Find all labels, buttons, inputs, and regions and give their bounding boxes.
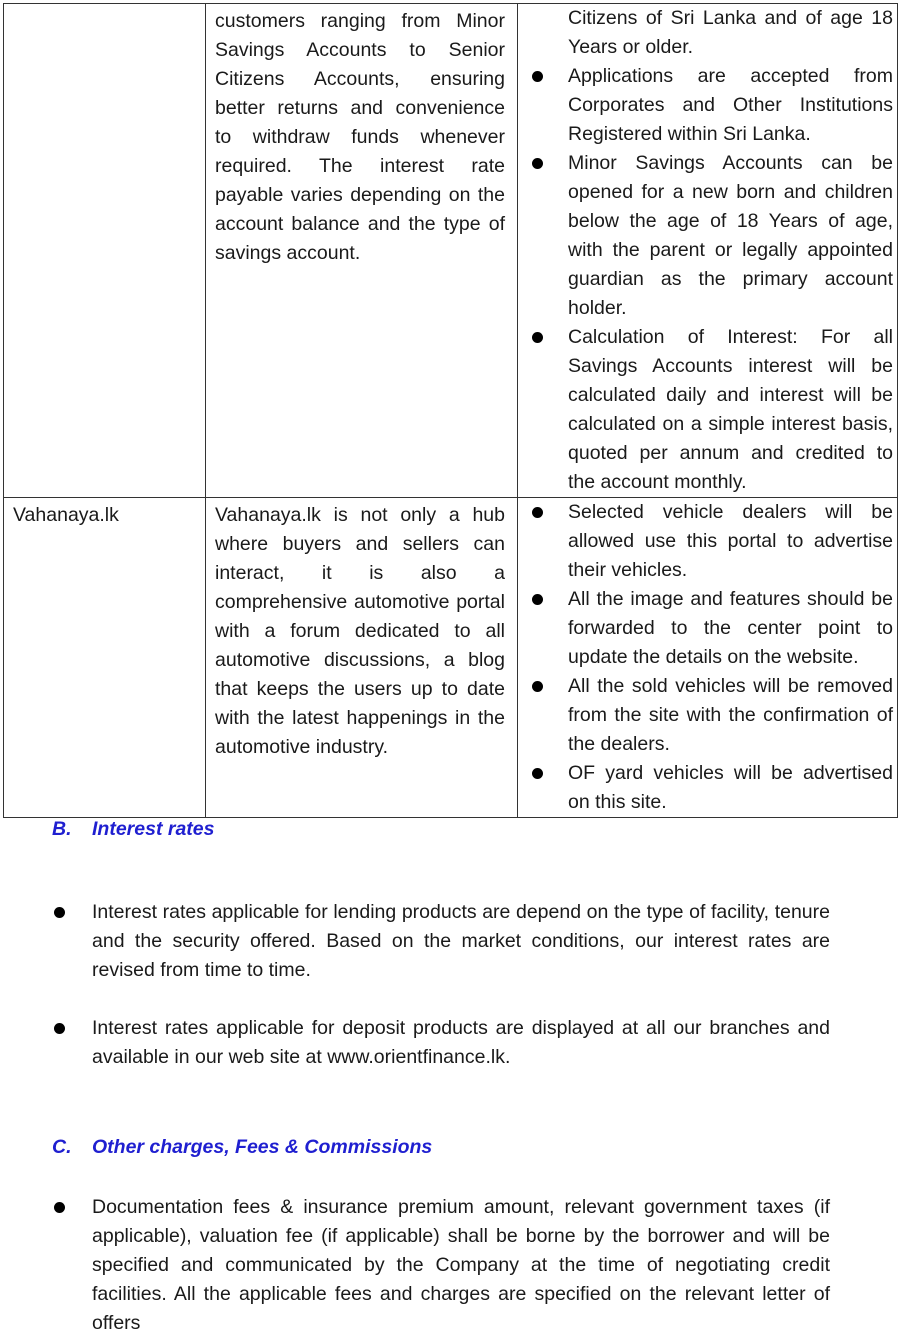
list-item: Interest rates applicable for lending products are depend on the type of facility, tenure and the security offered. Based on the market conditions, our interest rates are revised from time to time. — [52, 898, 830, 985]
section-number: B. — [52, 818, 72, 840]
list-item: All the sold vehicles will be removed from the site with the confirmation of the dealers. — [518, 672, 893, 759]
list-item: Calculation of Interest: For all Savings Accounts interest will be calculated daily and interest will be calculated on a simple interest basis, quoted per annum and credited to the account monthly. — [518, 323, 893, 497]
section-title: Other charges, Fees & Commissions — [92, 1136, 433, 1158]
list-item: Minor Savings Accounts can be opened for a new born and children below the age of 18 Years of age, with the parent or legally appointed guardian as the primary account holder. — [518, 149, 893, 323]
product-name-cell — [4, 498, 206, 818]
list-item: Selected vehicle dealers will be allowed use this portal to advertise their vehicles. — [518, 498, 893, 585]
section-number: C. — [52, 1136, 72, 1158]
product-description-cell — [206, 4, 518, 498]
product-name: Vahanaya.lk — [13, 504, 119, 526]
product-description-cell — [206, 498, 518, 818]
feature-list — [518, 4, 893, 497]
section-c-heading — [52, 1133, 652, 1162]
section-b-list — [52, 898, 830, 1072]
feature-list — [518, 498, 893, 817]
table-row — [4, 498, 898, 818]
product-features-cell — [518, 4, 898, 498]
product-features-cell — [518, 498, 898, 818]
list-item: Interest rates applicable for deposit products are displayed at all our branches and available in our web site at www.orientfinance.lk. — [52, 1014, 830, 1072]
product-description: customers ranging from Minor Savings Accounts to Senior Citizens Accounts, ensuring better returns and convenience to withdraw funds whenever required. The interest rate payable varies depending on the account balance and the type of savings account. — [215, 10, 505, 264]
list-item: OF yard vehicles will be advertised on this site. — [518, 759, 893, 817]
section-b-heading — [52, 815, 652, 844]
product-table — [3, 3, 898, 818]
list-item: All the image and features should be forwarded to the center point to update the details on the website. — [518, 585, 893, 672]
product-name-cell — [4, 4, 206, 498]
section-c-list — [52, 1193, 830, 1338]
section-title: Interest rates — [92, 818, 215, 840]
table-row — [4, 4, 898, 498]
list-item: Citizens of Sri Lanka and of age 18 Years or older. — [568, 7, 893, 58]
list-item: Documentation fees & insurance premium amount, relevant government taxes (if applicable), valuation fee (if applicable) shall be borne by the borrower and will be specified and communicated by the Company at the time of negotiating credit facilities. All the applicable fees and charges are specified on the relevant letter of offers — [52, 1193, 830, 1338]
product-description: Vahanaya.lk is not only a hub where buyers and sellers can interact, it is also a comprehensive automotive portal with a forum dedicated to all automotive discussions, a blog that keeps the users up to date with the latest happenings in the automotive industry. — [215, 504, 505, 758]
list-item: Applications are accepted from Corporates and Other Institutions Registered within Sri Lanka. — [518, 62, 893, 149]
